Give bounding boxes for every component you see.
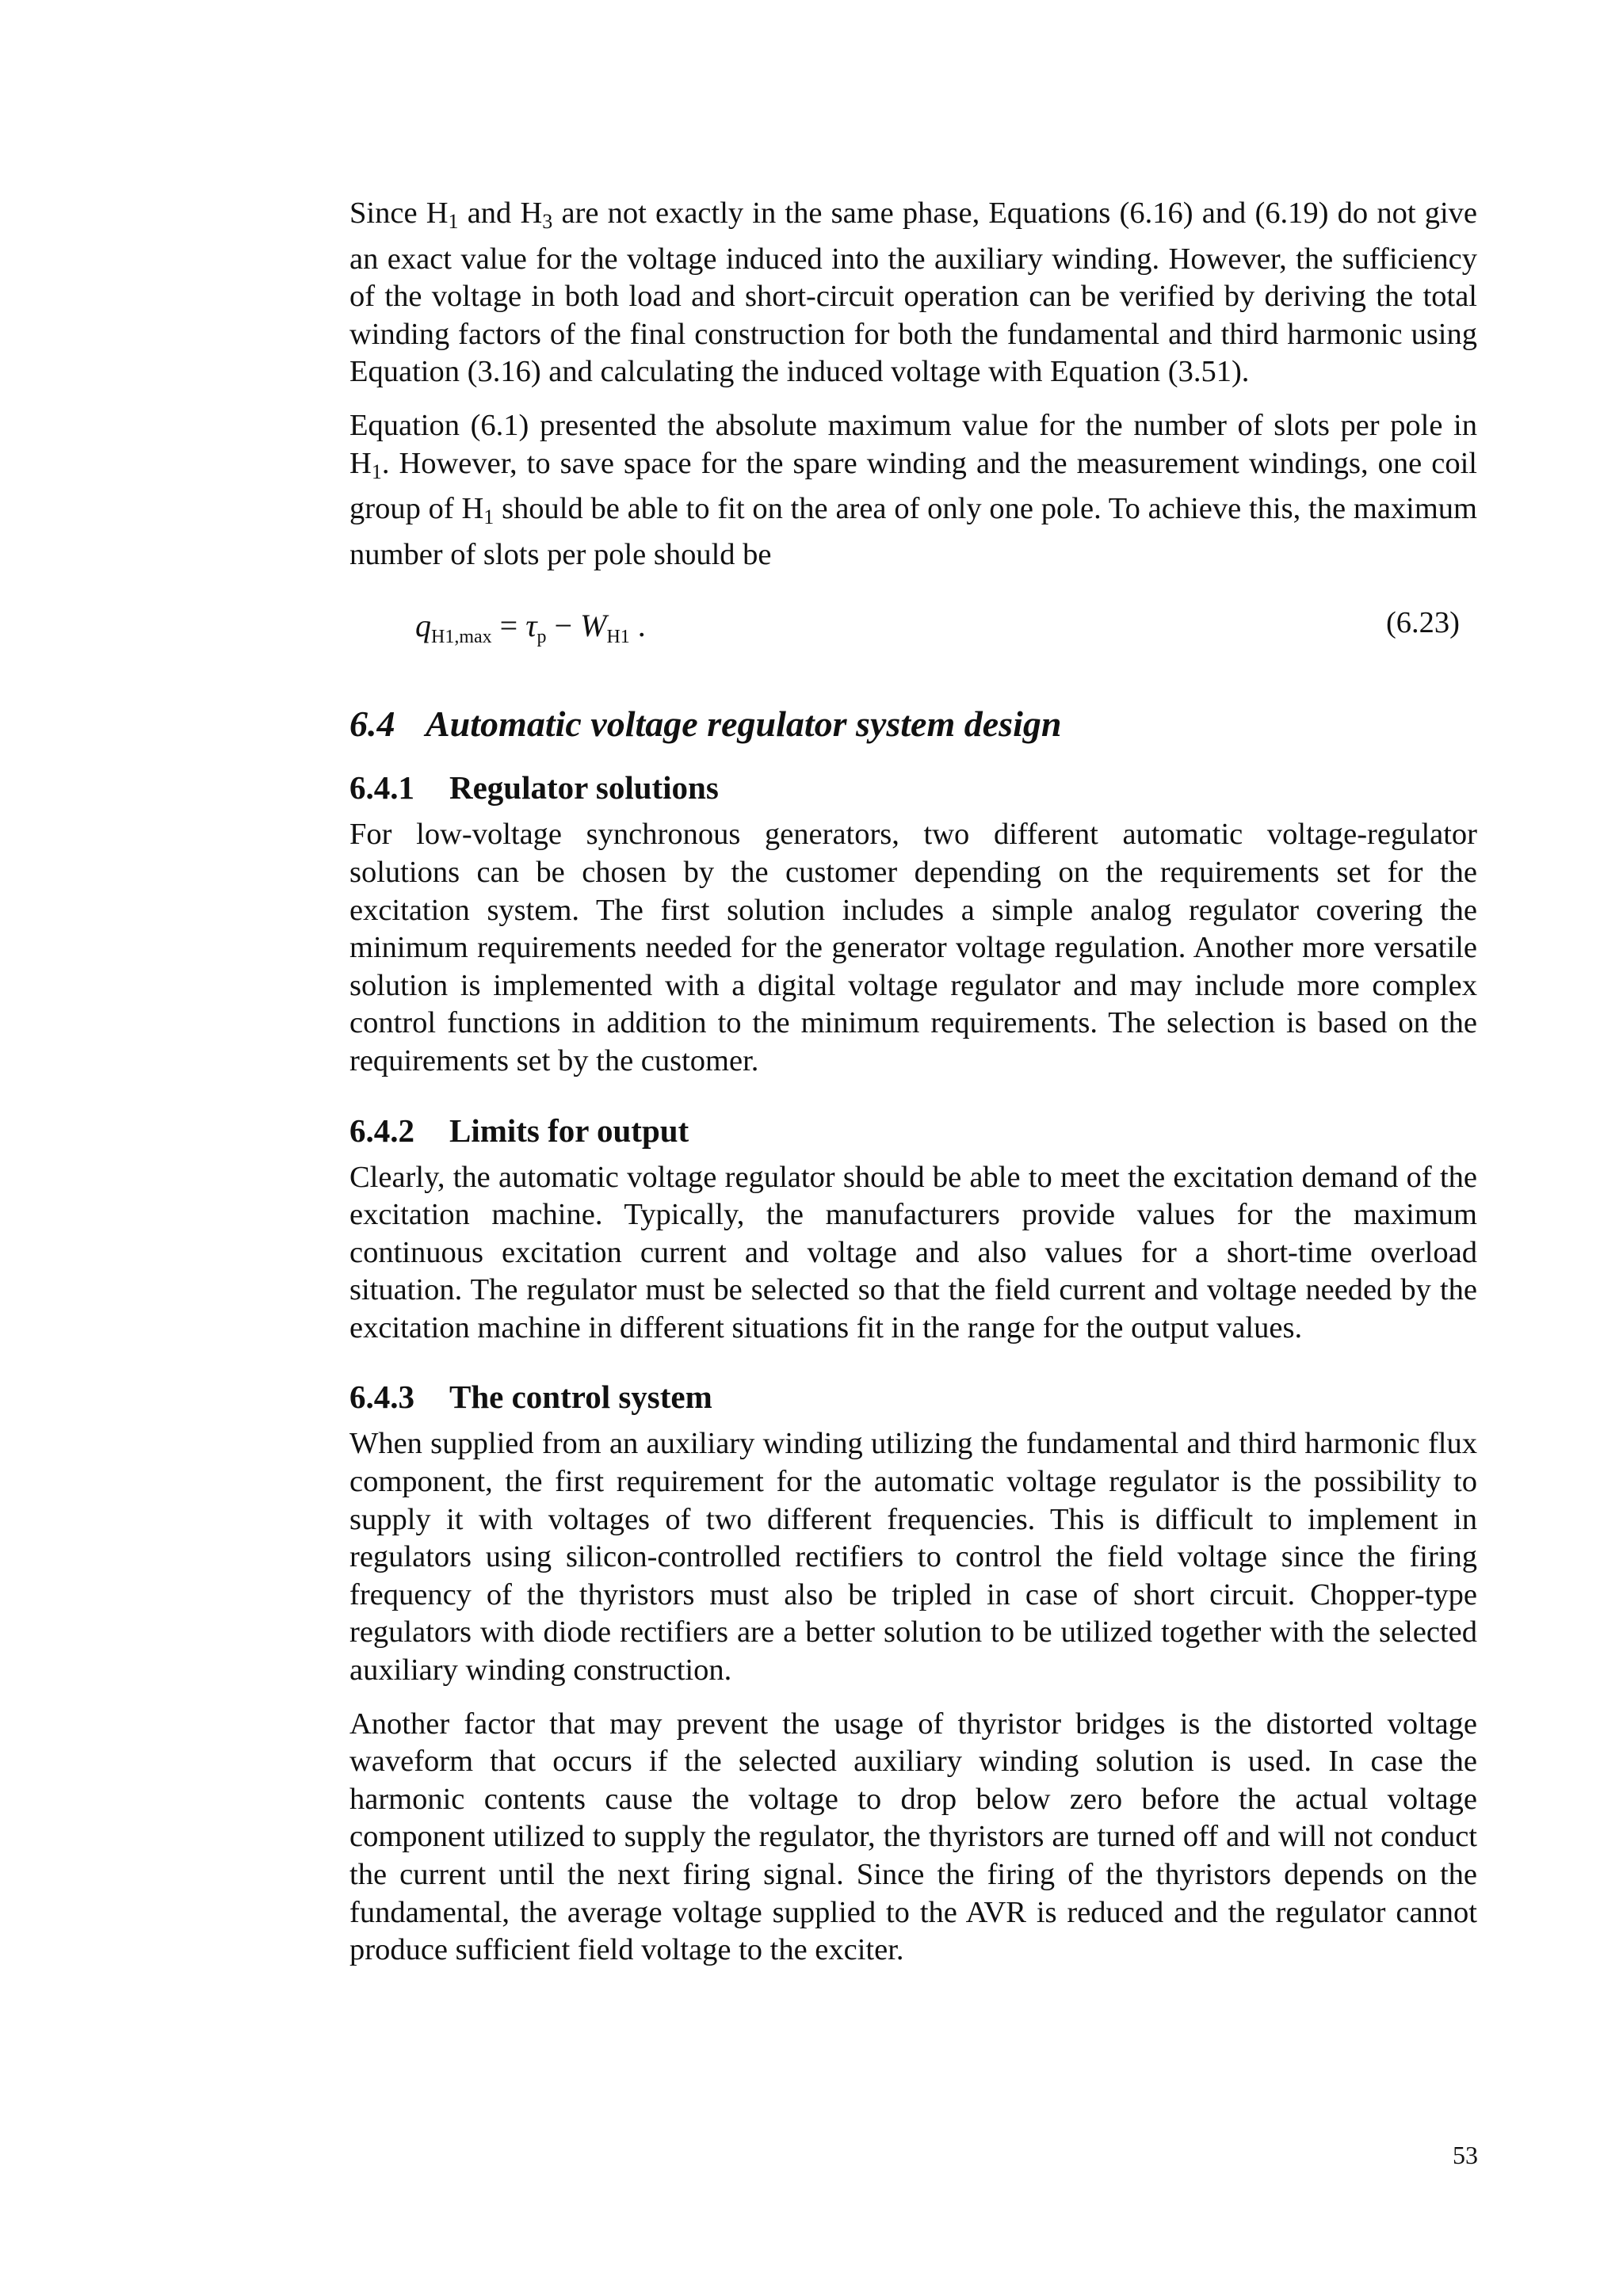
subscript: 1 [483, 505, 495, 529]
eq-symbol-q: q [415, 608, 431, 644]
text-run: are not exactly in the same phase, Equations (6.16) and (6.19) do not give an exact value for the voltage induced into the auxiliary winding. However, the sufficiency of the voltage in both load and short-circuit operation can be verified by deriving the total winding factors of the final construction for both the fundamental and third harmonic using Equation (3.16) and calculating the induced voltage with Equation (3.51). [349, 196, 1477, 389]
paragraph-intro-2 [349, 407, 1477, 574]
text-run: should be able to fit on the area of only one pole. To achieve this, the maximum number of slots per pole should be [349, 492, 1477, 571]
section-title: Automatic voltage regulator system design [426, 704, 1062, 745]
eq-subscript: p [537, 627, 547, 648]
equation-number: (6.23) [1385, 606, 1460, 640]
section-number: 6.4 [349, 704, 395, 745]
subscript: 1 [448, 210, 459, 233]
text-run: . However, to save space for the spare winding and the measurement windings, one coil group of H [349, 446, 1477, 526]
eq-subscript: H1,max [431, 627, 492, 648]
subsection-title: The control system [449, 1379, 712, 1416]
eq-operator: = [491, 608, 526, 644]
paragraph-intro-1 [349, 195, 1477, 391]
equation-expression [415, 607, 646, 648]
paragraph: Clearly, the automatic voltage regulator should be able to meet the excitation demand of the excitation machine. Typically, the manufacturers provide values for the maximum continuous excitation current and voltage and also values for a short-time overload situation. The regulator must be selected so that the field current and voltage needed by the excitation machine in different situations fit in the range for the output values. [349, 1160, 1477, 1344]
page-content [349, 195, 1477, 1970]
subsection-heading-6-4-2 [349, 1111, 1477, 1150]
subscript: 1 [371, 460, 382, 483]
paragraph: When supplied from an auxiliary winding utilizing the fundamental and third harmonic flux component, the first requirement for the automatic voltage regulator is the possibility to supply it with voltages of two different frequencies. This is difficult to implement in regulators using silicon-controlled rectifiers to control the field voltage since the firing frequency of the thyristors must also be tripled in case of short circuit. Chopper-type regulators with diode rectifiers are a better solution to be utilized together with the selected auxiliary winding construction. [349, 1427, 1477, 1688]
page-number: 53 [1453, 2141, 1478, 2169]
text-run: Equation (6.1) presented the absolute maximum value for the number of slots per pole in H [349, 408, 1477, 480]
subscript: 3 [542, 210, 553, 233]
subsection-heading-6-4-3 [349, 1377, 1477, 1417]
eq-subscript: H1 [606, 627, 630, 648]
subsection-title: Limits for output [449, 1112, 689, 1149]
text-run: and H [458, 196, 543, 230]
subsection-number: 6.4.2 [349, 1112, 414, 1149]
paragraph: For low-voltage synchronous generators, two different automatic voltage-regulator solutions can be chosen by the customer depending on the requirements set for the excitation system. The first solution includes a simple analog regulator covering the minimum requirements needed for the generator voltage regulation. Another more versatile solution is implemented with a digital voltage regulator and may include more complex control functions in addition to the minimum requirements. The selection is based on the requirements set by the customer. [349, 818, 1477, 1077]
section-heading [349, 702, 1477, 746]
subsection-number: 6.4.1 [349, 769, 414, 807]
eq-operator: − [546, 608, 581, 644]
subsection-heading-6-4-1 [349, 768, 1477, 807]
subsection-title: Regulator solutions [449, 769, 719, 807]
eq-period: . [629, 608, 646, 644]
eq-symbol-w: W [580, 608, 607, 644]
subsection-number: 6.4.3 [349, 1379, 414, 1416]
eq-symbol-tau: τ [525, 608, 537, 644]
paragraph: Another factor that may prevent the usage of thyristor bridges is the distorted voltage waveform that occurs if the selected auxiliary winding solution is used. In case the harmonic contents cause the voltage to drop below zero before the actual voltage component utilized to supply the regulator, the thyristors are turned off and will not conduct the current until the next firing signal. Since the firing of the thyristors depends on the fundamental, the average voltage supplied to the AVR is reduced and the regulator cannot produce sufficient field voltage to the exciter. [349, 1707, 1477, 1967]
equation-6-23 [349, 604, 1477, 659]
text-run: Since H [349, 196, 449, 230]
